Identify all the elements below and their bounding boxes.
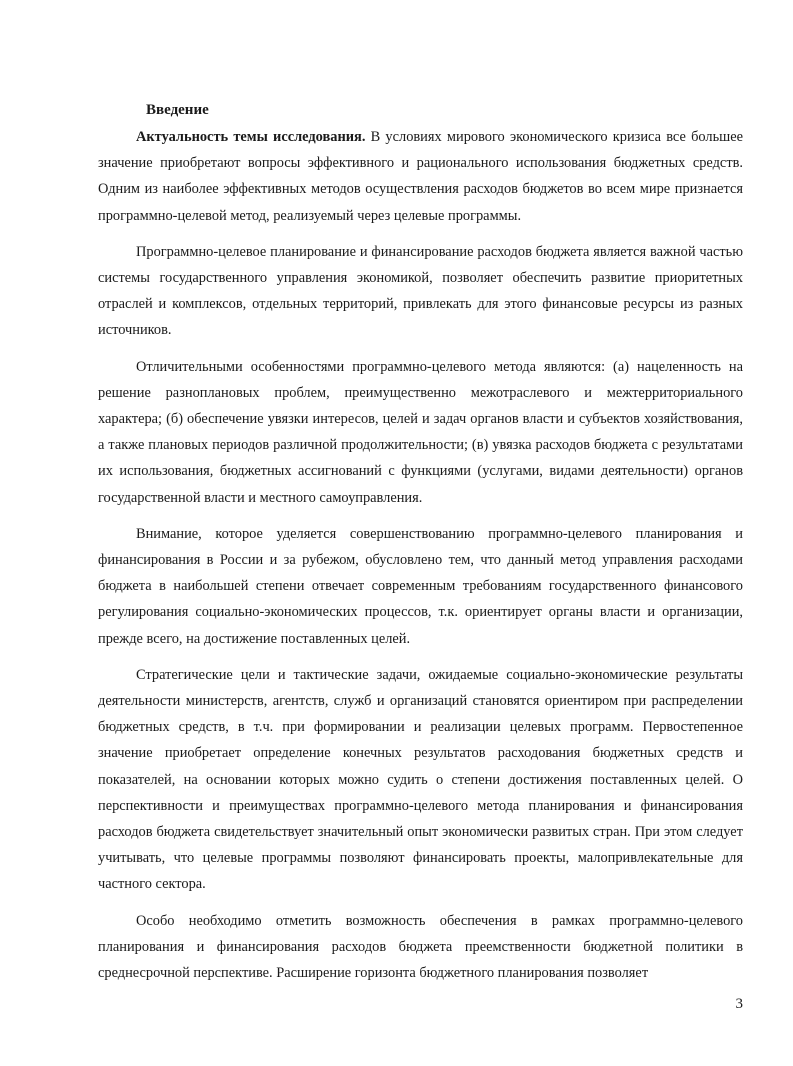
paragraph: Программно-целевое планирование и финансирование расходов бюджета является важной частью системы государственного управления экономикой, позволяет обеспечить развитие приоритетных отраслей и комплексов, отдельных территорий, привлекать для этого финансовые ресурсы из разных источников. bbox=[98, 243, 743, 339]
paragraph: Стратегические цели и тактические задачи, ожидаемые социально-экономические результаты деятельности министерств, агентств, служб и организаций становятся ориентиром при распределении бюджетных средств, в т.ч. при формировании и реализации целевых программ. Первостепенное значение приобретает определение конечных результатов расходования бюджетных средств и показателей, на основании которых можно судить о степени достижения поставленных целей. О перспективности и преимуществах программно-целевого метода планирования и финансирования расходов бюджета свидетельствует значительный опыт экономически развитых стран. При этом следует учитывать, что целевые программы позволяют финансировать проекты, малопривлекательные для частного сектора. bbox=[98, 666, 743, 893]
paragraph: Особо необходимо отметить возможность обеспечения в рамках программно-целевого планирования и финансирования расходов бюджета преемственности бюджетной политики в среднесрочной перспективе. Расширение горизонта бюджетного планирования позволяет bbox=[98, 912, 743, 982]
paragraph: Отличительными особенностями программно-целевого метода являются: (а) нацеленность на решение разноплановых проблем, преимущественно межотраслевого и межтерриториального характера; (б) обеспечение увязки интересов, целей и задач органов власти и субъектов хозяйствования, а также плановых периодов различной продолжительности; (в) увязка расходов бюджета с результатами их использования, бюджетных ассигнований с функциями (услугами, видами деятельности) органов государственной власти и местного самоуправления. bbox=[98, 358, 743, 506]
intro-paragraph bbox=[98, 124, 743, 229]
intro-lead: Актуальность темы исследования. bbox=[136, 129, 366, 145]
page-body bbox=[98, 100, 743, 996]
page-number: 3 bbox=[735, 996, 743, 1012]
intro-text: В условиях мирового экономического кризиса все большее значение приобретают вопросы эффективного и рационального использования бюджетных средств. Одним из наиболее эффективных методов осуществления расходов бюджетов во всем мире признается программно-целевой метод, реализуемый через целевые программы. bbox=[98, 129, 743, 224]
section-heading: Введение bbox=[146, 102, 209, 118]
paragraph: Внимание, которое уделяется совершенствованию программно-целевого планирования и финансирования в России и за рубежом, обусловлено тем, что данный метод управления расходами бюджета в наибольшей степени отвечает современным требованиям государственного финансового регулирования социально-экономических процессов, т.к. ориентирует органы власти и организации, прежде всего, на достижение поставленных целей. bbox=[98, 525, 743, 647]
